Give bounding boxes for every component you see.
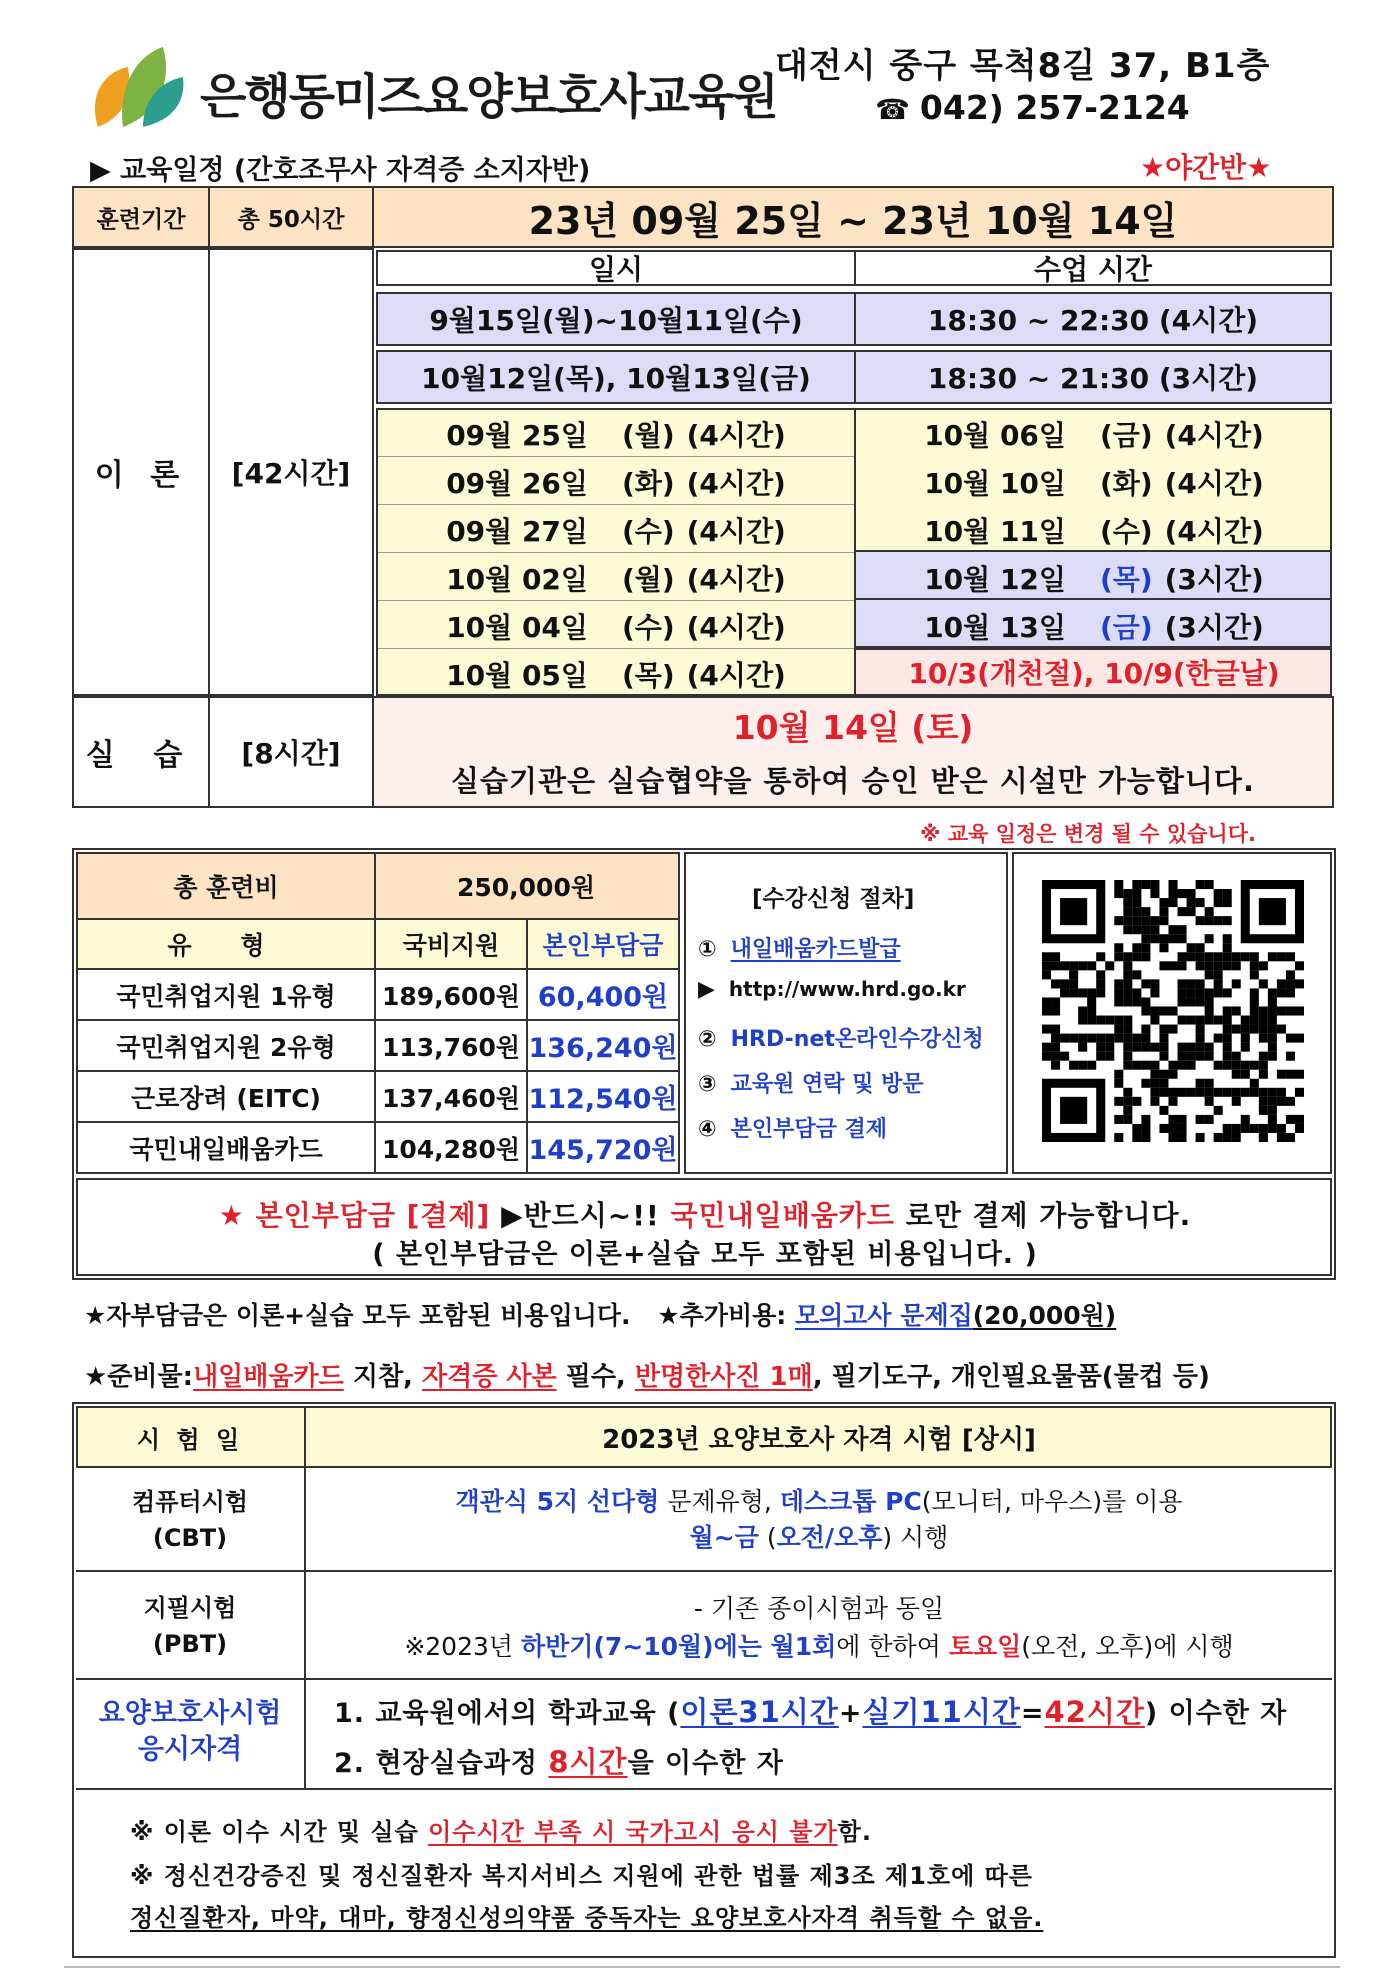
theory-day-row — [856, 602, 1332, 650]
training-period-label: 훈련기간 — [72, 186, 210, 248]
fee-self: 60,400원 — [537, 982, 669, 1013]
time-row-2-time: 18:30 ~ 21:30 (3시간) — [854, 350, 1332, 404]
exam-title: 2023년 요양보호사 자격 시험 [상시] — [602, 1424, 1036, 1455]
fee-gov: 104,280원 — [381, 1134, 521, 1164]
logo-leaf-icon — [88, 42, 188, 132]
phone-line — [875, 88, 1190, 127]
payment-note: ( 본인부담금은 이론+실습 모두 포함된 비용입니다. ) — [372, 1239, 1038, 1270]
day-hours: (4시간) — [686, 515, 786, 548]
day-date: 10월 13일 — [924, 611, 1066, 644]
day-day: (목) — [1099, 563, 1153, 596]
fee-self: 112,540원 — [528, 1084, 678, 1115]
day-hours: (4시간) — [1164, 467, 1264, 500]
pbt-desc: - 기존 종이시험과 동일 ※2023년 하반기(7~10월)에는 월1회에 한하여 토요일(오전, 오후)에 시행 — [404, 1594, 1234, 1661]
section-title: ▶ 교육일정 (간호조무사 자격증 소지자반) — [90, 155, 591, 186]
procedure-step: ④ 본인부담금 결제 — [698, 1117, 888, 1142]
day-day: (수) — [621, 515, 675, 548]
time-row-1-time: 18:30 ~ 22:30 (4시간) — [854, 292, 1332, 346]
procedure-step: ② HRD-net온라인수강신청 — [698, 1027, 984, 1052]
day-day: (수) — [1099, 515, 1153, 548]
fee-gov: 137,460원 — [381, 1083, 521, 1113]
night-class-badge: ★야간반★ — [1140, 151, 1272, 184]
day-day: (금) — [1099, 419, 1153, 452]
fee-type: 국민취업지원 1유형 — [116, 981, 336, 1011]
telephone-icon: ☎ — [875, 93, 910, 126]
theory-day-row — [856, 506, 1332, 554]
phone-number: 042) 257-2124 — [919, 88, 1190, 127]
day-date: 10월 06일 — [924, 419, 1066, 452]
theory-day-row — [378, 602, 854, 650]
day-date: 10월 05일 — [446, 659, 588, 692]
org-name: 은행동미즈요양보호사교육원 — [200, 69, 777, 125]
date-range: 23년 09월 25일 ~ 23년 10월 14일 — [372, 186, 1334, 248]
day-hours: (4시간) — [686, 419, 786, 452]
pbt-label: 지필시험 (PBT) — [143, 1594, 237, 1658]
col-gov: 국비지원 — [376, 920, 526, 968]
qualification-2: 2. 현장실습과정 8시간을 이수한 자 — [334, 1745, 784, 1779]
theory-day-row — [378, 554, 854, 602]
hrd-link[interactable]: http://www.hrd.go.kr — [728, 977, 966, 1001]
day-day: (화) — [621, 467, 675, 500]
fee-type: 국민내일배움카드 — [129, 1134, 323, 1164]
notes-line-2: ★준비물:내일배움카드 지참, 자격증 사본 필수, 반명한사진 1매, 필기도구, 개인필요물품(물컵 등) — [84, 1362, 1210, 1392]
theory-day-row — [856, 458, 1332, 506]
fee-gov: 189,600원 — [381, 981, 521, 1011]
day-day: (월) — [621, 419, 675, 452]
col-time: 수업 시간 — [854, 250, 1332, 286]
practice-label: 실 습 — [72, 696, 210, 808]
address: 대전시 중구 목척8길 37, B1층 — [775, 46, 1271, 86]
day-hours: (4시간) — [686, 467, 786, 500]
payment-line: ★ 본인부담금 [결제] ▶반드시~!! 국민내일배움카드 로만 결제 가능합니다. — [218, 1199, 1192, 1232]
bottom-rule — [64, 1966, 1340, 1968]
time-row-2-date: 10월12일(목), 10월13일(금) — [376, 350, 856, 404]
day-day: (금) — [1099, 611, 1153, 644]
theory-hours: [42시간] — [208, 248, 374, 696]
day-date: 10월 04일 — [446, 611, 588, 644]
time-row-1-date: 9월15일(월)~10월11일(수) — [376, 292, 856, 346]
day-day: (월) — [621, 563, 675, 596]
exam-date-label: 시 험 일 — [136, 1425, 244, 1454]
col-date: 일시 — [376, 250, 856, 286]
theory-day-row — [856, 410, 1332, 458]
practice-date: 10월 14일 (토) — [732, 707, 974, 747]
notes-line-1: ★자부담금은 이론+실습 모두 포함된 비용입니다. ★추가비용: 모의고사 문제집(20,000원) — [84, 1301, 1117, 1330]
qr-code-icon[interactable] — [1042, 880, 1304, 1142]
total-fee-label: 총 훈련비 — [78, 854, 374, 918]
holiday-text: 10/3(개천절), 10/9(한글날) — [908, 657, 1280, 690]
day-hours: (4시간) — [1164, 419, 1264, 452]
day-hours: (3시간) — [1164, 611, 1264, 644]
day-day: (목) — [621, 659, 675, 692]
procedure-step: ▶ http://www.hrd.go.kr — [698, 977, 966, 1002]
fee-type: 근로장려 (EITC) — [131, 1083, 321, 1113]
practice-hours: [8시간] — [208, 696, 374, 808]
theory-label: 이 론 — [72, 248, 210, 696]
fee-gov: 113,760원 — [381, 1032, 521, 1062]
day-date: 10월 10일 — [924, 467, 1066, 500]
day-date: 09월 27일 — [446, 515, 588, 548]
col-type: 유 형 — [78, 920, 374, 968]
cbt-label: 컴퓨터시험 (CBT) — [132, 1488, 248, 1552]
total-fee-value: 250,000원 — [374, 854, 678, 918]
day-date: 10월 11일 — [924, 515, 1066, 548]
theory-day-row — [856, 554, 1332, 602]
change-notice: ※ 교육 일정은 변경 될 수 있습니다. — [920, 822, 1256, 846]
warning-1: ※ 이론 이수 시간 및 실습 이수시간 부족 시 국가고시 응시 불가함. — [130, 1818, 872, 1846]
theory-day-row — [378, 506, 854, 554]
day-hours: (4시간) — [686, 659, 786, 692]
procedure-title: [수강신청 절차] — [752, 886, 915, 912]
fee-self: 136,240원 — [528, 1033, 678, 1064]
warning-3: 정신질환자, 마약, 대마, 향정신성의약품 중독자는 요양보호사자격 취득할 수 없음. — [130, 1904, 1044, 1932]
qualification-label: 요양보호사시험 응시자격 — [98, 1698, 282, 1765]
day-hours: (4시간) — [686, 563, 786, 596]
theory-day-row — [378, 458, 854, 506]
day-date: 10월 12일 — [924, 563, 1066, 596]
day-date: 10월 02일 — [446, 563, 588, 596]
qualification-1: 1. 교육원에서의 학과교육 (이론31시간+실기11시간=42시간) 이수한 자 — [334, 1695, 1288, 1729]
cbt-desc: 객관식 5지 선다형 문제유형, 데스크톱 PC(모니터, 마우스)를 이용 월~금 (오전/오후) 시행 — [455, 1487, 1183, 1552]
warning-2: ※ 정신건강증진 및 정신질환자 복지서비스 지원에 관한 법률 제3조 제1호에 따른 — [130, 1862, 1033, 1890]
procedure-step: ① 내일배움카드발급 — [698, 937, 901, 962]
fee-type: 국민취업지원 2유형 — [116, 1032, 336, 1062]
theory-day-row — [378, 410, 854, 458]
total-hours-label: 총 50시간 — [208, 186, 374, 248]
col-self: 본인부담금 — [528, 920, 678, 968]
theory-day-row — [378, 650, 854, 698]
day-day: (수) — [621, 611, 675, 644]
day-date: 09월 26일 — [446, 467, 588, 500]
day-hours: (4시간) — [686, 611, 786, 644]
procedure-step: ③ 교육원 연락 및 방문 — [698, 1072, 924, 1097]
day-hours: (4시간) — [1164, 515, 1264, 548]
fee-self: 145,720원 — [528, 1135, 678, 1166]
day-day: (화) — [1099, 467, 1153, 500]
day-date: 09월 25일 — [446, 419, 588, 452]
practice-note: 실습기관은 실습협약을 통하여 승인 받은 시설만 가능합니다. — [451, 763, 1255, 798]
logo — [88, 42, 188, 132]
day-hours: (3시간) — [1164, 563, 1264, 596]
